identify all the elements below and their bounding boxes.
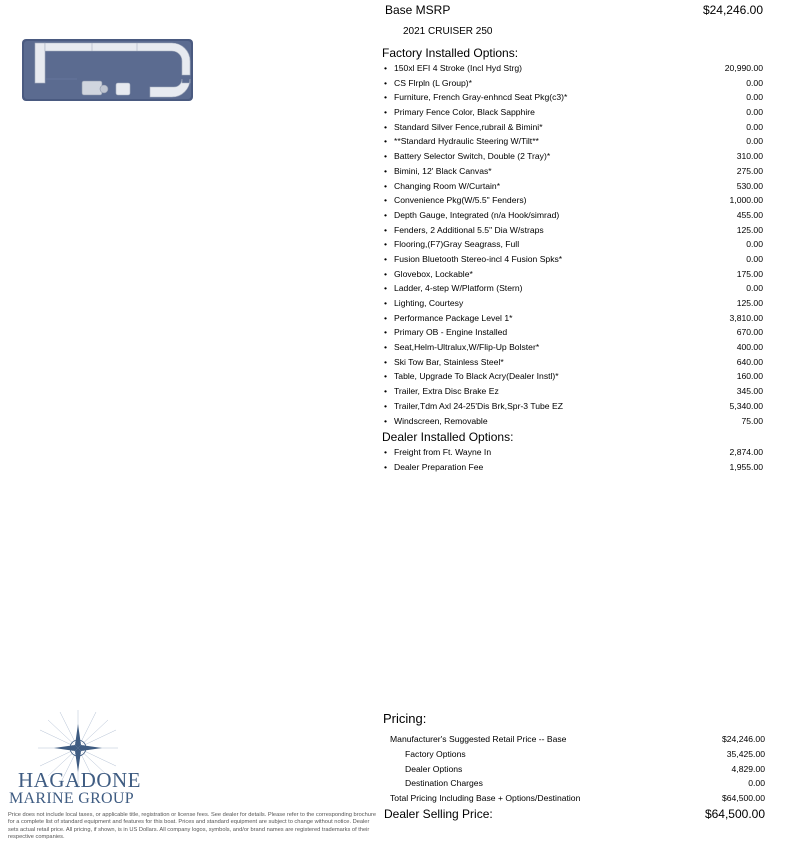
option-name: Dealer Preparation Fee xyxy=(394,461,484,472)
bullet-icon: • xyxy=(384,268,388,279)
bullet-icon: • xyxy=(384,92,388,103)
option-item xyxy=(383,460,763,475)
option-item xyxy=(383,325,763,340)
bullet-icon: • xyxy=(384,151,388,162)
bullet-icon: • xyxy=(384,209,388,220)
option-price: 3,810.00 xyxy=(729,312,763,323)
bullet-icon: • xyxy=(384,180,388,191)
pricing-row-value: 35,425.00 xyxy=(726,749,765,759)
pricing-row-value: $24,246.00 xyxy=(721,734,765,744)
boat-floorplan-image xyxy=(22,39,193,101)
option-price: 2,874.00 xyxy=(729,447,763,457)
boat-model: 2021 CRUISER 250 xyxy=(403,26,493,37)
option-price: 0.00 xyxy=(746,239,763,250)
bullet-icon: • xyxy=(384,224,388,235)
option-name: 150xl EFI 4 Stroke (Incl Hyd Strg) xyxy=(394,63,522,73)
bullet-icon: • xyxy=(384,298,388,308)
bullet-icon: • xyxy=(384,400,388,411)
bullet-icon: • xyxy=(384,63,388,73)
option-price: 75.00 xyxy=(741,415,763,426)
bullet-icon: • xyxy=(384,312,388,323)
option-price: 310.00 xyxy=(736,151,763,162)
bullet-icon: • xyxy=(384,239,388,250)
option-item xyxy=(383,237,763,252)
dealer-options-title: Dealer Installed Options: xyxy=(382,430,514,444)
option-item xyxy=(383,76,763,91)
option-item xyxy=(383,281,763,296)
bullet-icon: • xyxy=(384,107,388,118)
option-price: 20,990.00 xyxy=(724,63,763,73)
option-item xyxy=(383,369,763,384)
pricing-row-label: Total Pricing Including Base + Options/Destination xyxy=(390,793,581,803)
option-name: Ski Tow Bar, Stainless Steel* xyxy=(394,356,504,367)
logo-hagadone: HAGADONE xyxy=(18,768,141,792)
option-name: Fenders, 2 Additional 5.5" Dia W/straps xyxy=(394,224,544,235)
bullet-icon: • xyxy=(384,121,388,132)
option-name: Glovebox, Lockable* xyxy=(394,268,473,279)
option-name: Windscreen, Removable xyxy=(394,415,488,426)
option-item xyxy=(383,120,763,135)
option-name: Seat,Helm-Ultralux,W/Flip-Up Bolster* xyxy=(394,342,540,353)
option-name: Trailer,Tdm Axl 24-25'Dis Brk,Spr-3 Tube EZ xyxy=(394,400,563,411)
base-msrp-label: Base MSRP xyxy=(385,3,451,17)
pricing-row-value: $64,500.00 xyxy=(721,793,765,803)
price-disclaimer: Price does not include local taxes, or applicable title, registration or license fees. See dealer for details. Please refer to the corresponding brochure for a complete list of standard equipment and features for this boat. Prices and standard equipment are subject to change without notice. Dealer sets actual retail price. All pricing, if shown, is in US Dollars. All company logos, symbols, and/or brand names are registered trademarks of their respective companies. xyxy=(8,812,376,841)
option-price: 0.00 xyxy=(746,107,763,118)
option-item xyxy=(383,414,763,429)
option-price: 125.00 xyxy=(736,224,763,235)
bullet-icon: • xyxy=(384,415,388,426)
bullet-icon: • xyxy=(384,371,388,382)
option-name: Lighting, Courtesy xyxy=(394,298,464,308)
bullet-icon: • xyxy=(384,136,388,147)
selling-price-label: Dealer Selling Price: xyxy=(384,807,493,821)
option-name: CS Flrpln (L Group)* xyxy=(394,77,473,88)
option-item xyxy=(383,164,763,179)
bullet-icon: • xyxy=(384,165,388,176)
pricing-row-total xyxy=(383,791,765,806)
option-name: Convenience Pkg(W/5.5" Fenders) xyxy=(394,195,527,206)
option-item xyxy=(383,134,763,149)
option-price: 530.00 xyxy=(736,180,763,191)
option-price: 0.00 xyxy=(746,136,763,147)
pricing-row-label: Dealer Options xyxy=(405,764,463,774)
base-msrp-price: $24,246.00 xyxy=(702,3,763,17)
pricing-row-value: 0.00 xyxy=(748,778,765,788)
option-price: 640.00 xyxy=(736,356,763,367)
option-price: 1,955.00 xyxy=(729,461,763,472)
option-item xyxy=(383,105,763,120)
option-name: Freight from Ft. Wayne In xyxy=(394,447,492,457)
pricing-row-dealer xyxy=(383,762,765,777)
bullet-icon: • xyxy=(384,253,388,264)
option-item xyxy=(383,296,763,311)
option-price: 400.00 xyxy=(736,342,763,353)
pricing-row-value: 4,829.00 xyxy=(731,764,765,774)
option-price: 670.00 xyxy=(736,327,763,338)
option-name: Table, Upgrade To Black Acry(Dealer Instl)* xyxy=(394,371,559,382)
factory-options-title: Factory Installed Options: xyxy=(382,46,519,60)
option-name: Changing Room W/Curtain* xyxy=(394,180,501,191)
bullet-icon: • xyxy=(384,342,388,353)
option-name: Primary OB - Engine Installed xyxy=(394,327,508,338)
option-name: Depth Gauge, Integrated (n/a Hook/simrad) xyxy=(394,209,560,220)
selling-price-value: $64,500.00 xyxy=(704,807,765,821)
bullet-icon: • xyxy=(384,461,388,472)
option-price: 175.00 xyxy=(736,268,763,279)
option-price: 160.00 xyxy=(736,371,763,382)
option-price: 0.00 xyxy=(746,253,763,264)
pricing-title: Pricing: xyxy=(383,711,427,726)
option-price: 345.00 xyxy=(736,386,763,397)
option-item xyxy=(383,399,763,414)
option-price: 125.00 xyxy=(736,298,763,308)
bullet-icon: • xyxy=(384,195,388,206)
option-price: 0.00 xyxy=(746,77,763,88)
option-name: Flooring,(F7)Gray Seagrass, Full xyxy=(394,239,520,250)
option-item xyxy=(383,149,763,164)
option-name: Ladder, 4-step W/Platform (Stern) xyxy=(394,283,523,294)
option-price: 0.00 xyxy=(746,92,763,103)
bullet-icon: • xyxy=(384,283,388,294)
option-item xyxy=(383,384,763,399)
pricing-row-factory xyxy=(383,747,765,762)
option-name: **Standard Hydraulic Steering W/Tilt** xyxy=(394,136,539,147)
option-item xyxy=(383,252,763,267)
pricing-row-label: Manufacturer's Suggested Retail Price -- Base xyxy=(390,734,567,744)
option-item xyxy=(383,61,763,76)
option-item xyxy=(383,355,763,370)
dealer-selling-price xyxy=(384,807,765,823)
option-name: Battery Selector Switch, Double (2 Tray)* xyxy=(394,151,551,162)
option-item xyxy=(383,90,763,105)
bullet-icon: • xyxy=(384,327,388,338)
option-price: 1,000.00 xyxy=(729,195,763,206)
option-price: 5,340.00 xyxy=(729,400,763,411)
option-name: Furniture, French Gray-enhncd Seat Pkg(c3)* xyxy=(394,92,568,103)
pricing-row-destination xyxy=(383,776,765,791)
option-item xyxy=(383,445,763,460)
logo-marine-group: MARINE GROUP xyxy=(9,790,134,807)
option-price: 455.00 xyxy=(736,209,763,220)
bullet-icon: • xyxy=(384,386,388,397)
option-name: Performance Package Level 1* xyxy=(394,312,513,323)
pricing-row-label: Destination Charges xyxy=(405,778,483,788)
bullet-icon: • xyxy=(384,356,388,367)
option-price: 0.00 xyxy=(746,121,763,132)
dealer-options-list xyxy=(383,445,763,474)
option-item xyxy=(383,340,763,355)
option-price: 275.00 xyxy=(736,165,763,176)
option-item xyxy=(383,208,763,223)
pricing-row-base xyxy=(383,732,765,747)
option-name: Primary Fence Color, Black Sapphire xyxy=(394,107,535,118)
option-price: 0.00 xyxy=(746,283,763,294)
option-name: Bimini, 12' Black Canvas* xyxy=(394,165,492,176)
factory-options-list xyxy=(383,61,763,428)
option-item xyxy=(383,179,763,194)
bullet-icon: • xyxy=(384,447,388,457)
option-item xyxy=(383,267,763,282)
option-item xyxy=(383,311,763,326)
bullet-icon: • xyxy=(384,77,388,88)
option-name: Fusion Bluetooth Stereo-incl 4 Fusion Spks* xyxy=(394,253,563,264)
pricing-row-label: Factory Options xyxy=(405,749,466,759)
option-item xyxy=(383,193,763,208)
option-item xyxy=(383,223,763,238)
option-name: Standard Silver Fence,rubrail & Bimini* xyxy=(394,121,543,132)
option-name: Trailer, Extra Disc Brake Ez xyxy=(394,386,499,397)
